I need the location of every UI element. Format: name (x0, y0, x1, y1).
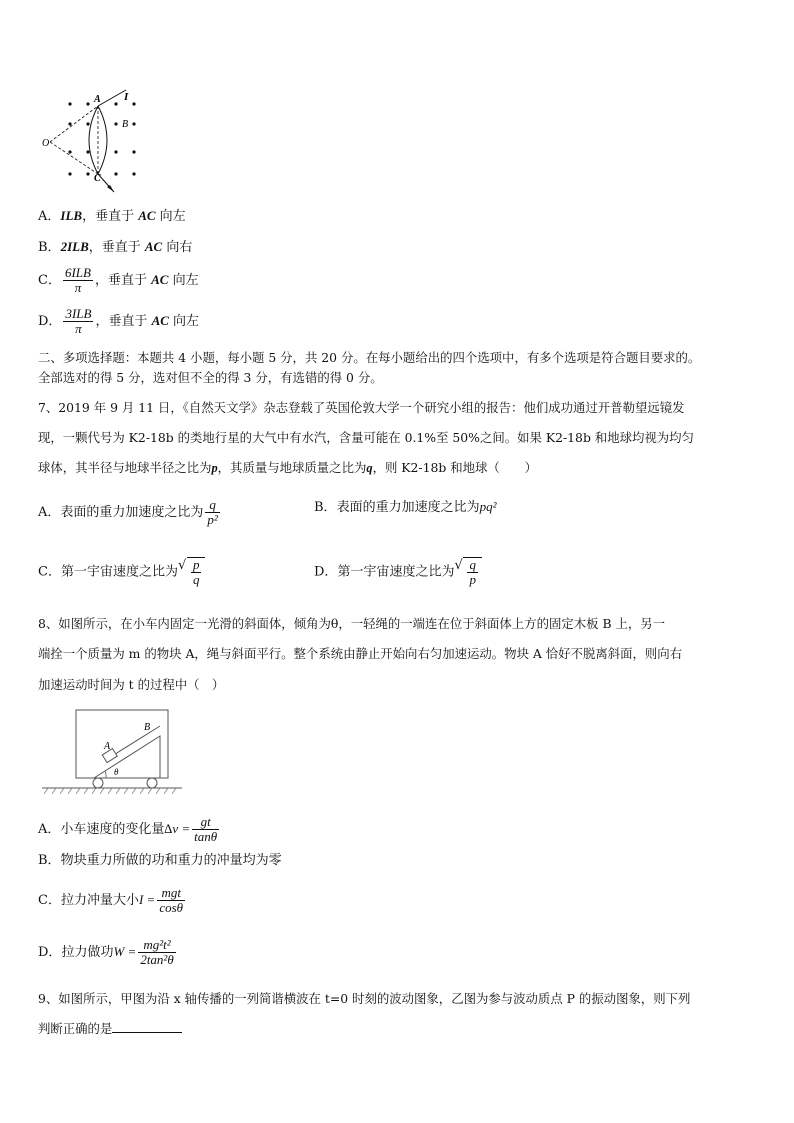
option-dir: 向右 (162, 240, 193, 255)
fraction-numerator: q (209, 497, 216, 512)
option-dir: 向左 (168, 273, 199, 288)
option-text: 表面的重力加速度之比为 (60, 505, 204, 520)
option-letter: D． (38, 314, 62, 329)
q7-line3-a: 球体，其半径与地球半径之比为 (38, 460, 212, 475)
formula-lhs: ∆v = (164, 821, 191, 836)
option-ac: AC (151, 272, 169, 287)
option-letter: C． (38, 564, 61, 580)
option-ac: AC (138, 208, 156, 223)
option-letter: A． (38, 209, 61, 224)
label-theta: θ (114, 767, 119, 777)
option-text: 表面的重力加速度之比为 (336, 500, 480, 515)
q8-line3: 加速运动时间为 t 的过程中（ ） (38, 677, 225, 692)
q8-option-a (38, 815, 221, 844)
fraction-denominator: q (192, 572, 200, 587)
q8-line1: 8、如图所示，在小车内固定一光滑的斜面体，倾角为θ，一轻绳的一端连在位于斜面体上方的固定木板 B 上，另一 (38, 616, 666, 631)
fraction-numerator: 3ILB (65, 306, 92, 321)
option-letter: D． (314, 564, 338, 580)
label-i: I (124, 91, 129, 103)
fraction-denominator: 2tan²θ (140, 952, 174, 967)
fraction-numerator: mgt (161, 885, 181, 900)
label-o: O (42, 138, 50, 149)
figure-magnetic-field (36, 84, 156, 196)
q7-option-d (314, 557, 482, 587)
option-text: 小车速度的变化量 (60, 822, 165, 837)
q7-line3-c: ，则 K2-18b 和地球（ ） (372, 460, 537, 475)
option-text: ，垂直于 (95, 314, 152, 329)
fraction-denominator: p² (207, 512, 218, 527)
option-text: 第一宇宙速度之比为 (60, 564, 178, 580)
q8-option-c (38, 886, 187, 915)
section-header-line1: 二、多项选择题：本题共 4 小题，每小题 5 分，共 20 分。在每小题给出的四个选项中，有多个选项是符合题目要求的。 (38, 350, 701, 365)
q6-option-d (38, 307, 199, 336)
label-a: A (94, 94, 101, 105)
option-text: ，垂直于 (88, 240, 145, 255)
answer-blank[interactable] (112, 1020, 182, 1033)
option-ac: AC (144, 239, 163, 254)
formula-lhs: W = (113, 944, 137, 959)
fraction-numerator: p (192, 557, 200, 572)
option-letter: B． (38, 240, 61, 255)
fraction-numerator: 6ILB (64, 265, 91, 280)
fraction-denominator: tanθ (194, 829, 218, 844)
fraction-numerator: gt (200, 814, 211, 829)
label-b: B (144, 722, 151, 733)
q7-option-b (314, 498, 496, 517)
fraction-denominator: cosθ (159, 900, 184, 915)
option-letter: B． (38, 853, 61, 868)
q9-line2 (38, 1020, 182, 1038)
figure-cart-incline (42, 706, 182, 798)
fraction-denominator: p (469, 572, 476, 587)
q9-line1: 9、如图所示，甲图为沿 x 轴传播的一列简谐横波在 t=0 时刻的波动图象，乙图为参与波动质点 P 的振动图象，则下列 (38, 991, 691, 1006)
sqrt-sign: √ (177, 558, 187, 573)
option-letter: C． (38, 273, 61, 288)
option-dir: 向左 (168, 314, 200, 329)
q9-line2-text: 判断正确的是 (38, 1021, 113, 1036)
q7-option-c (38, 557, 205, 587)
option-text: 物块重力所做的功和重力的冲量均为零 (60, 853, 282, 868)
option-letter: D． (38, 945, 62, 960)
fraction-denominator: π (63, 321, 93, 336)
q8-option-b (38, 852, 282, 870)
section-header-line2: 全部选对的得 5 分，选对但不全的得 3 分，有选错的得 0 分。 (38, 370, 383, 385)
option-letter: C． (38, 893, 61, 908)
label-c: C (94, 173, 101, 184)
q6-option-b (38, 238, 192, 257)
q8-option-d (38, 938, 178, 967)
q7-line2: 现，一颗代号为 K2-18b 的类地行星的大气中有水汽，含量可能在 0.1%至 50%之间。如果 K2-18b 和地球均视为均匀 (38, 430, 694, 445)
q7-var-q: q (366, 461, 373, 475)
label-b: B (122, 119, 129, 130)
q8-line2: 端拴一个质量为 m 的物块 A，绳与斜面平行。整个系统由静止开始向右匀加速运动。物块 A 恰好不脱离斜面，则向右 (38, 646, 683, 661)
option-expr: pq² (479, 499, 497, 514)
q6-option-a (38, 207, 186, 226)
fraction-denominator: π (63, 280, 93, 295)
q7-line1: 7、2019 年 9 月 11 日，《自然天文学》杂志登载了英国伦敦大学一个研究小组的报告：他们成功通过开普勒望远镜发 (38, 400, 685, 415)
option-expr: 2ILB (60, 239, 89, 254)
fraction-numerator: q (469, 557, 476, 572)
sqrt-sign: √ (454, 558, 463, 573)
option-text: ，垂直于 (82, 209, 139, 224)
option-letter: A． (38, 822, 61, 837)
option-ac: AC (151, 313, 169, 328)
q7-var-p: p (211, 461, 218, 475)
option-text: 拉力做功 (61, 945, 114, 960)
q7-line3-b: ，其质量与地球质量之比为 (217, 460, 367, 475)
option-text: 第一宇宙速度之比为 (337, 564, 455, 580)
formula-lhs: I = (138, 892, 156, 907)
q7-line3 (38, 459, 537, 477)
option-letter: A． (38, 505, 61, 520)
label-a: A (104, 741, 111, 752)
option-text: ，垂直于 (94, 273, 152, 288)
q7-option-a (38, 498, 222, 527)
option-expr: ILB (60, 208, 83, 223)
option-dir: 向左 (155, 209, 186, 224)
q6-option-c (38, 266, 199, 295)
option-letter: B． (314, 500, 337, 515)
fraction-numerator: mg²t² (143, 937, 171, 952)
option-text: 拉力冲量大小 (60, 893, 139, 908)
